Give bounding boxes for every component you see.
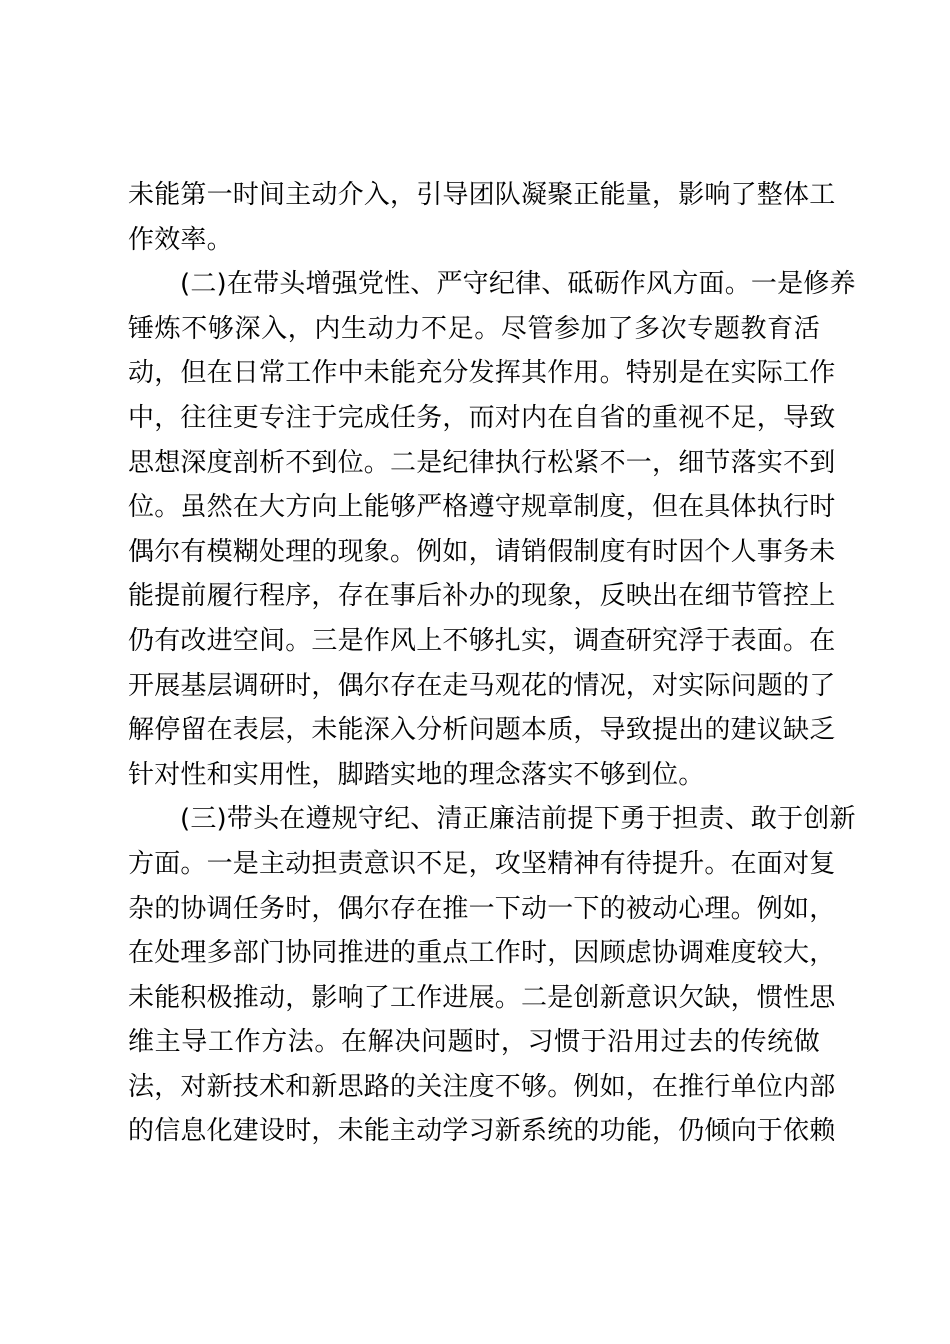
text-line: 动，但在日常工作中未能充分发挥其作用。特别是在实际工作 [128,358,836,389]
text-line: 思想深度剖析不到位。二是纪律执行松紧不一，细节落实不到 [128,447,836,478]
text-line: 维主导工作方法。在解决问题时，习惯于沿用过去的传统做 [128,1027,820,1058]
section-heading-line: (二)在带头增强党性、严守纪律、砥砺作风方面。一是修养 [180,269,856,300]
text-line: 未能第一时间主动介入，引导团队凝聚正能量，影响了整体工 [128,180,836,210]
text-line: 解停留在表层，未能深入分析问题本质，导致提出的建议缺乏 [128,715,836,746]
section-heading-line: (三)带头在遵规守纪、清正廉洁前提下勇于担责、敢于创新 [180,804,856,835]
text-line: 的信息化建设时，未能主动学习新系统的功能，仍倾向于依赖 [128,1116,836,1147]
text-line: 仍有改进空间。三是作风上不够扎实，调查研究浮于表面。在 [128,625,836,656]
text-line: 锤炼不够深入，内生动力不足。尽管参加了多次专题教育活 [128,313,820,344]
text-line: 杂的协调任务时，偶尔存在推一下动一下的被动心理。例如， [128,893,836,924]
text-line: 未能积极推动，影响了工作进展。二是创新意识欠缺，惯性思 [128,982,836,1013]
text-line: 法，对新技术和新思路的关注度不够。例如，在推行单位内部 [128,1071,836,1102]
text-line: 作效率。 [128,224,233,255]
text-line: 中，往往更专注于完成任务，而对内在自省的重视不足，导致 [128,402,836,433]
text-line: 位。虽然在大方向上能够严格遵守规章制度，但在具体执行时 [128,492,836,523]
text-line: 偶尔有模糊处理的现象。例如，请销假制度有时因个人事务未 [128,536,836,567]
text-line: 开展基层调研时，偶尔存在走马观花的情况，对实际问题的了 [128,670,836,701]
text-line: 针对性和实用性，脚踏实地的理念落实不够到位。 [128,759,705,790]
text-line: 能提前履行程序，存在事后补办的现象，反映出在细节管控上 [128,581,836,612]
text-line: 在处理多部门协同推进的重点工作时，因顾虑协调难度较大， [128,938,836,969]
document-body [128,173,856,1154]
text-line: 方面。一是主动担责意识不足，攻坚精神有待提升。在面对复 [128,848,836,879]
